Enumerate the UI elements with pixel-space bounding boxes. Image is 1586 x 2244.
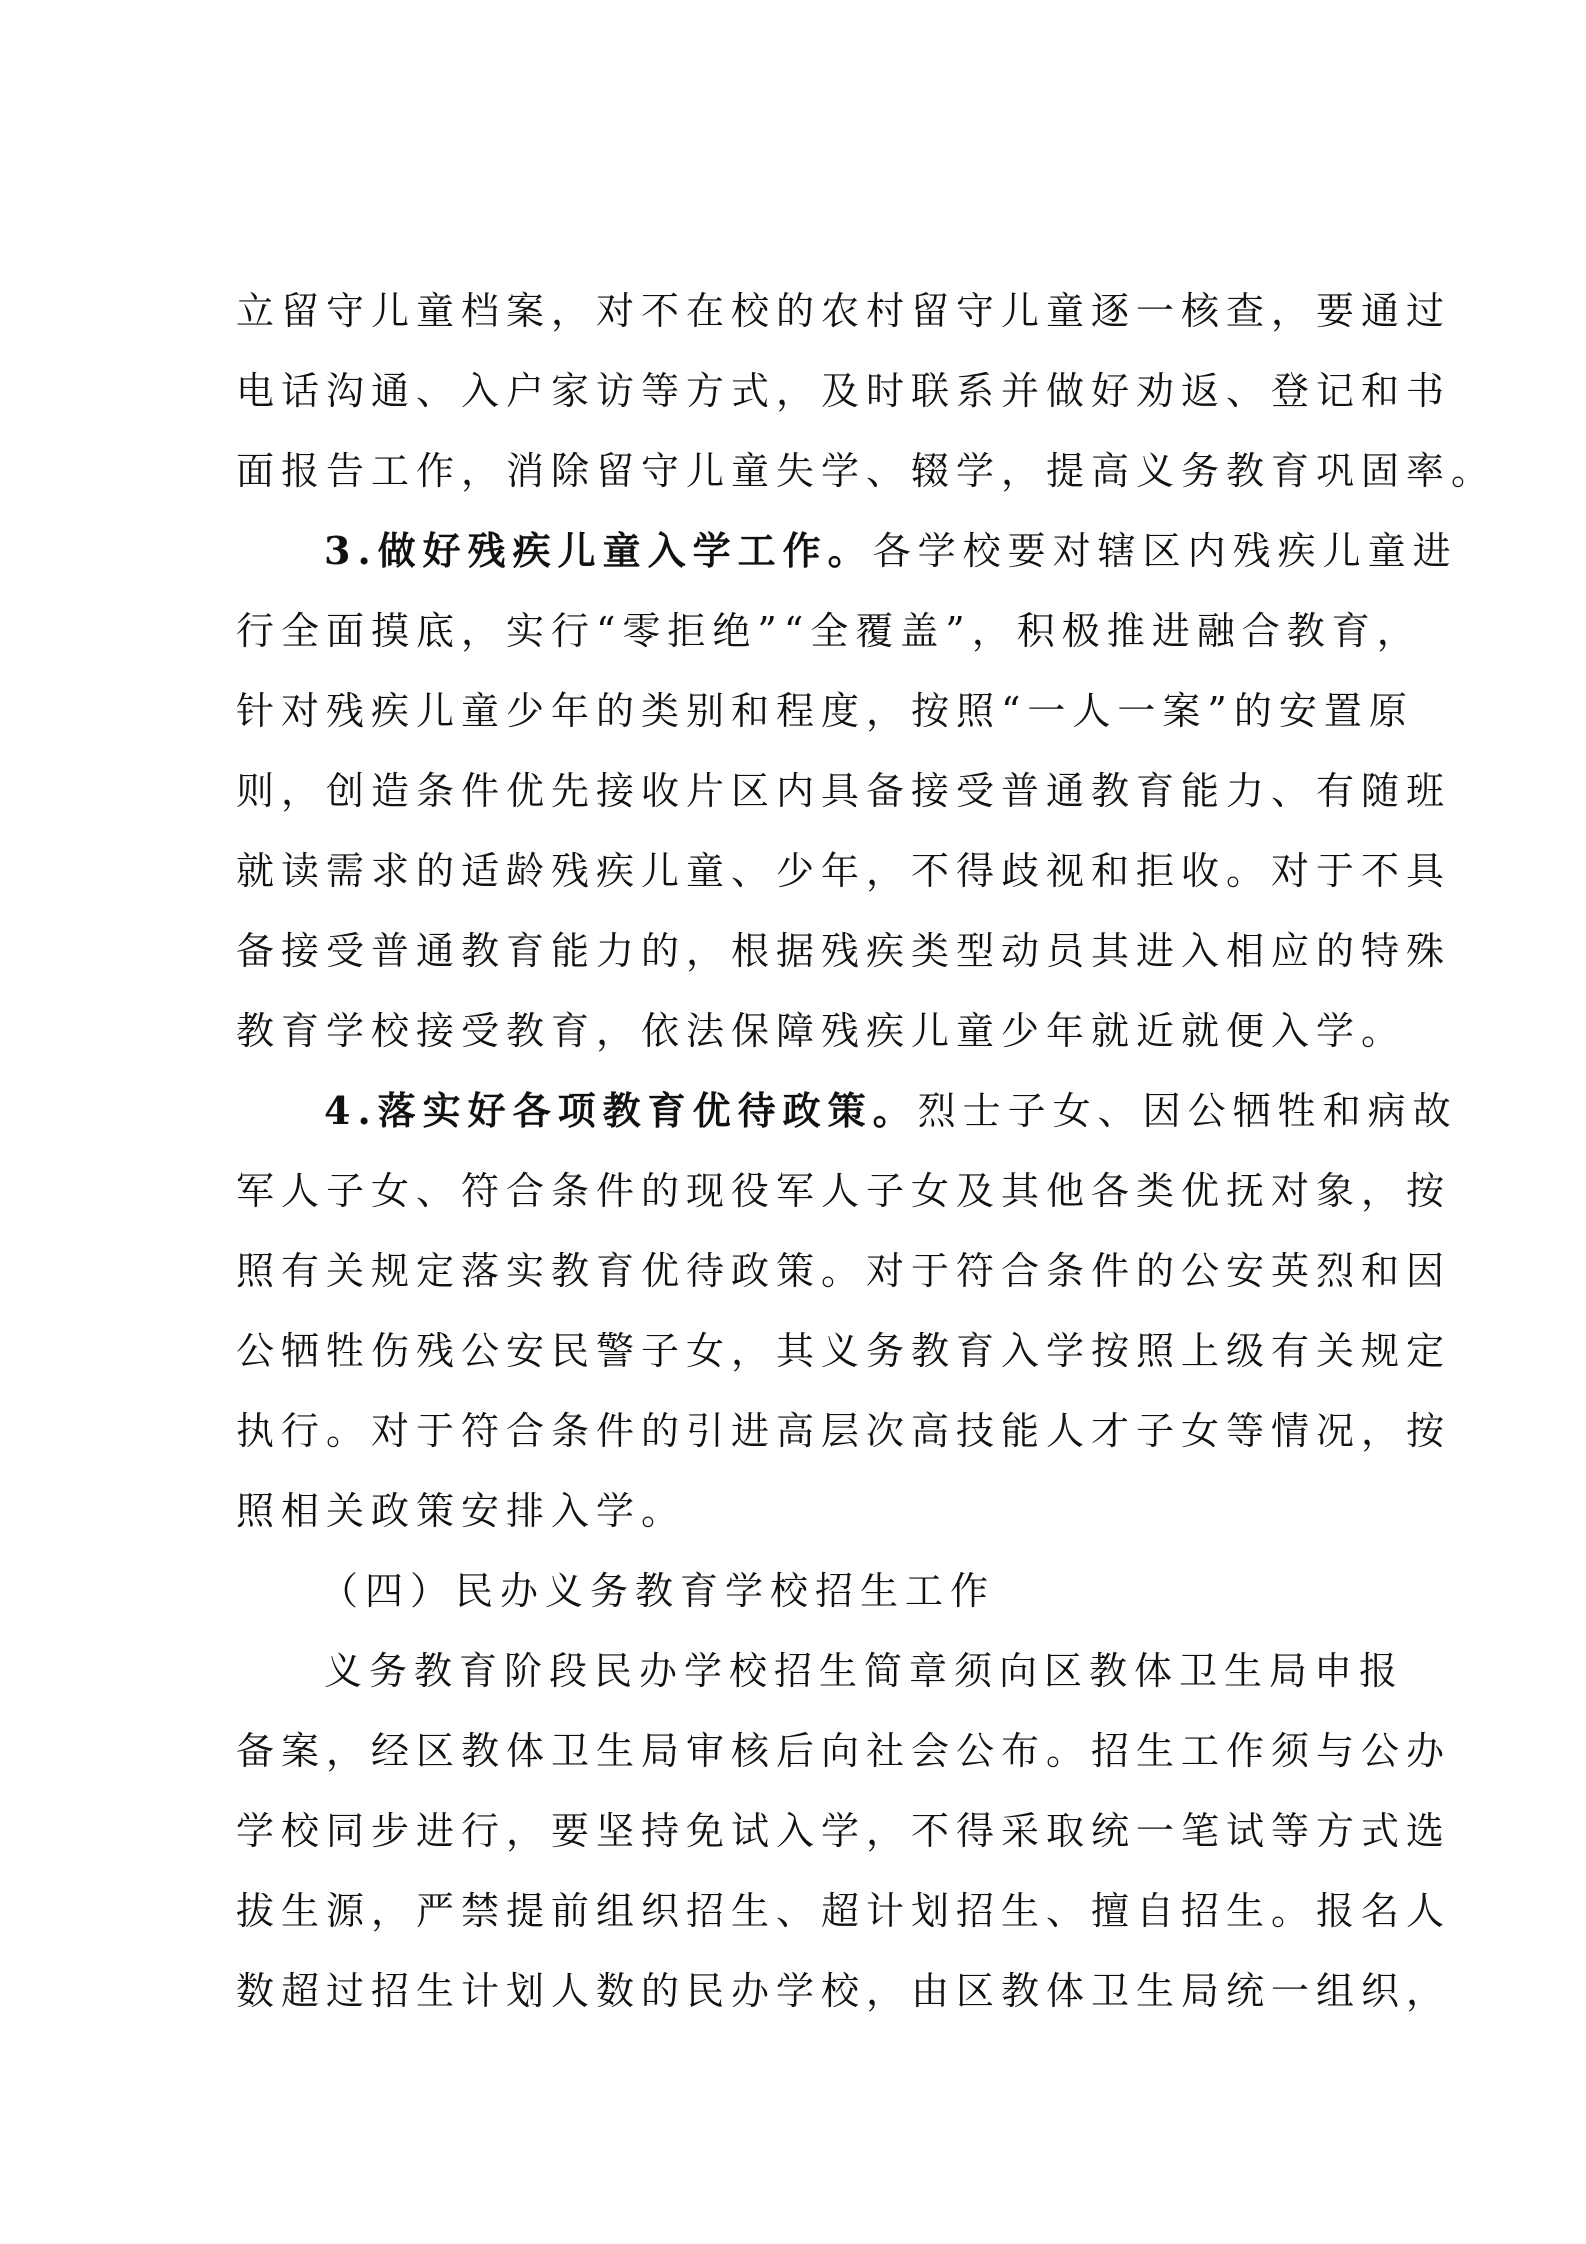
paragraph-line: 面报告工作，消除留守儿童失学、辍学，提高义务教育巩固率。 bbox=[236, 449, 1497, 493]
paragraph-line: 学校同步进行，要坚持免试入学，不得采取统一笔试等方式选 bbox=[236, 1809, 1452, 1853]
paragraph-line: 拔生源，严禁提前组织招生、超计划招生、擅自招生。报名人 bbox=[236, 1889, 1452, 1933]
section-3-text: 各学校要对辖区内残疾儿童进 bbox=[872, 529, 1458, 573]
paragraph-line: 针对残疾儿童少年的类别和程度，按照“一人一案”的安置原 bbox=[236, 689, 1414, 733]
document-body bbox=[236, 289, 1497, 2013]
paragraph-line: 照有关规定落实教育优待政策。对于符合条件的公安英烈和因 bbox=[236, 1249, 1452, 1293]
paragraph-line: 备案，经区教体卫生局审核后向社会公布。招生工作须与公办 bbox=[236, 1729, 1452, 1773]
section-3-heading: 3.做好残疾儿童入学工作。 bbox=[324, 528, 873, 573]
paragraph-line: 执行。对于符合条件的引进高层次高技能人才子女等情况，按 bbox=[236, 1409, 1452, 1453]
paragraph-line: 备接受普通教育能力的，根据残疾类型动员其进入相应的特殊 bbox=[236, 929, 1452, 973]
paragraph-line: 立留守儿童档案，对不在校的农村留守儿童逐一核查，要通过 bbox=[236, 289, 1452, 333]
section-4-first-line bbox=[236, 1088, 1458, 1133]
paragraph-line: 则，创造条件优先接收片区内具备接受普通教育能力、有随班 bbox=[236, 769, 1452, 813]
section-heading-private-schools: （四）民办义务教育学校招生工作 bbox=[320, 1569, 996, 1613]
paragraph-line: 行全面摸底，实行“零拒绝”“全覆盖”，积极推进融合教育， bbox=[236, 609, 1422, 653]
paragraph-line: 军人子女、符合条件的现役军人子女及其他各类优抚对象，按 bbox=[236, 1169, 1452, 1213]
paragraph-line: 照相关政策安排入学。 bbox=[236, 1489, 687, 1533]
paragraph-line: 义务教育阶段民办学校招生简章须向区教体卫生局申报 bbox=[324, 1649, 1405, 1693]
section-3-first-line bbox=[236, 528, 1458, 573]
paragraph-line: 就读需求的适龄残疾儿童、少年，不得歧视和拒收。对于不具 bbox=[236, 849, 1452, 893]
paragraph-line: 公牺牲伤残公安民警子女，其义务教育入学按照上级有关规定 bbox=[236, 1329, 1452, 1373]
section-4-text: 烈士子女、因公牺牲和病故 bbox=[917, 1089, 1458, 1133]
paragraph-line: 电话沟通、入户家访等方式，及时联系并做好劝返、登记和书 bbox=[236, 369, 1452, 413]
paragraph-line: 教育学校接受教育，依法保障残疾儿童少年就近就便入学。 bbox=[236, 1009, 1407, 1053]
paragraph-line: 数超过招生计划人数的民办学校，由区教体卫生局统一组织， bbox=[236, 1969, 1452, 2013]
section-4-heading: 4.落实好各项教育优待政策。 bbox=[324, 1088, 918, 1133]
